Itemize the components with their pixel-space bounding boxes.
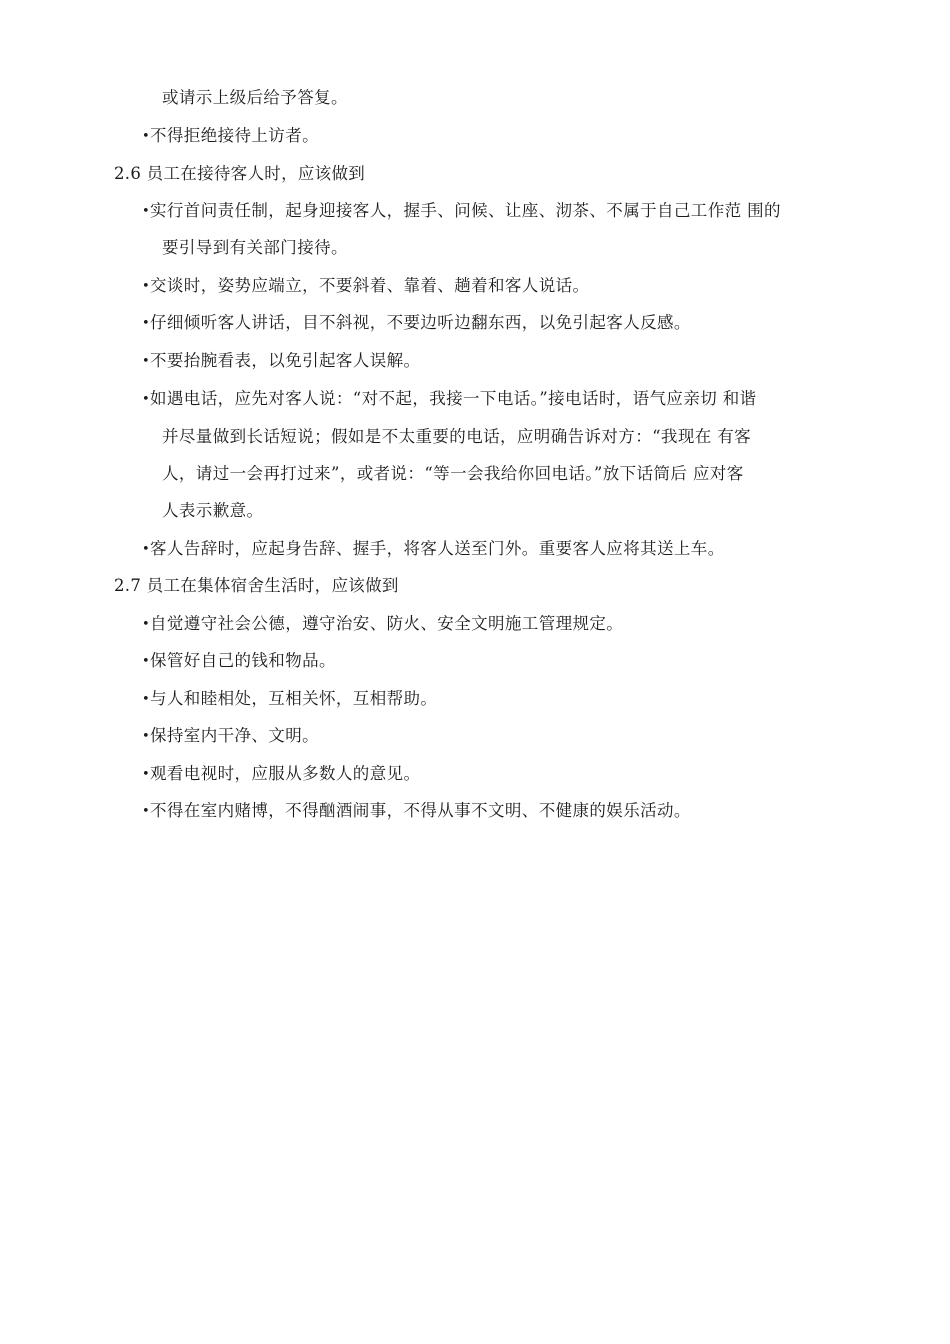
list-item — [142, 689, 437, 710]
bullet-icon: • — [142, 204, 151, 219]
bullet-icon: • — [142, 617, 151, 632]
list-item-text: 保管好自己的钱和物品。 — [150, 651, 336, 670]
list-item-text: 客人告辞时，应起身告辞、握手，将客人送至门外。重要客人应将其送上车。 — [150, 539, 725, 558]
list-item — [142, 726, 319, 747]
list-item-text: 如遇电话，应先对客人说：“对不起，我接一下电话。”接电话时，语气应亲切 和谐 — [150, 389, 757, 408]
list-item — [142, 351, 420, 372]
continuation-text: 或请示上级后给予答复。 — [162, 88, 348, 107]
bullet-icon: • — [142, 767, 151, 782]
list-item-text: 观看电视时，应服从多数人的意见。 — [150, 764, 421, 783]
bullet-icon: • — [142, 316, 151, 331]
bullet-icon: • — [142, 129, 151, 144]
bullet-icon: • — [142, 692, 151, 707]
list-item-text: 与人和睦相处，互相关怀，互相帮助。 — [150, 689, 438, 708]
bullet-icon: • — [142, 392, 151, 407]
list-item-text: 不得拒绝接待上访者。 — [150, 126, 319, 145]
bullet-icon: • — [142, 542, 151, 557]
list-item — [142, 764, 420, 785]
section-heading-2-6: 2.6 员工在接待客人时，应该做到 — [114, 164, 366, 183]
section-heading-2-7: 2.7 员工在集体宿舍生活时，应该做到 — [114, 576, 399, 595]
list-item-continuation: 并尽量做到长话短说；假如是不太重要的电话，应明确告诉对方：“我现在 有客 — [162, 427, 752, 446]
bullet-icon: • — [142, 729, 151, 744]
list-item-continuation: 人表示歉意。 — [162, 501, 264, 520]
list-item — [142, 126, 319, 147]
list-item — [142, 313, 691, 334]
list-item-continuation: 要引导到有关部门接待。 — [162, 238, 348, 257]
list-item — [142, 389, 757, 410]
list-item — [142, 614, 623, 635]
bullet-icon: • — [142, 279, 151, 294]
list-item-text: 保持室内干净、文明。 — [150, 726, 319, 745]
list-item-text: 不得在室内赌博，不得酗酒闹事，不得从事不文明、不健康的娱乐活动。 — [150, 801, 691, 820]
bullet-icon: • — [142, 354, 151, 369]
list-item — [142, 201, 781, 222]
list-item-text: 仔细倾听客人讲话，目不斜视，不要边听边翻东西，以免引起客人反感。 — [150, 313, 691, 332]
list-item-text: 自觉遵守社会公德，遵守治安、防火、安全文明施工管理规定。 — [150, 614, 624, 633]
bullet-icon: • — [142, 654, 151, 669]
list-item — [142, 801, 691, 822]
list-item-continuation: 人，请过一会再打过来”，或者说：“等一会我给你回电话。”放下话筒后 应对客 — [162, 464, 744, 483]
list-item — [142, 651, 336, 672]
list-item-text: 实行首问责任制，起身迎接客人，握手、问候、让座、沏茶、不属于自己工作范 围的 — [150, 201, 781, 220]
list-item-text: 不要抬腕看表，以免引起客人误解。 — [150, 351, 421, 370]
list-item — [142, 539, 725, 560]
list-item — [142, 276, 589, 297]
bullet-icon: • — [142, 804, 151, 819]
list-item-text: 交谈时，姿势应端立，不要斜着、靠着、趟着和客人说话。 — [150, 276, 590, 295]
